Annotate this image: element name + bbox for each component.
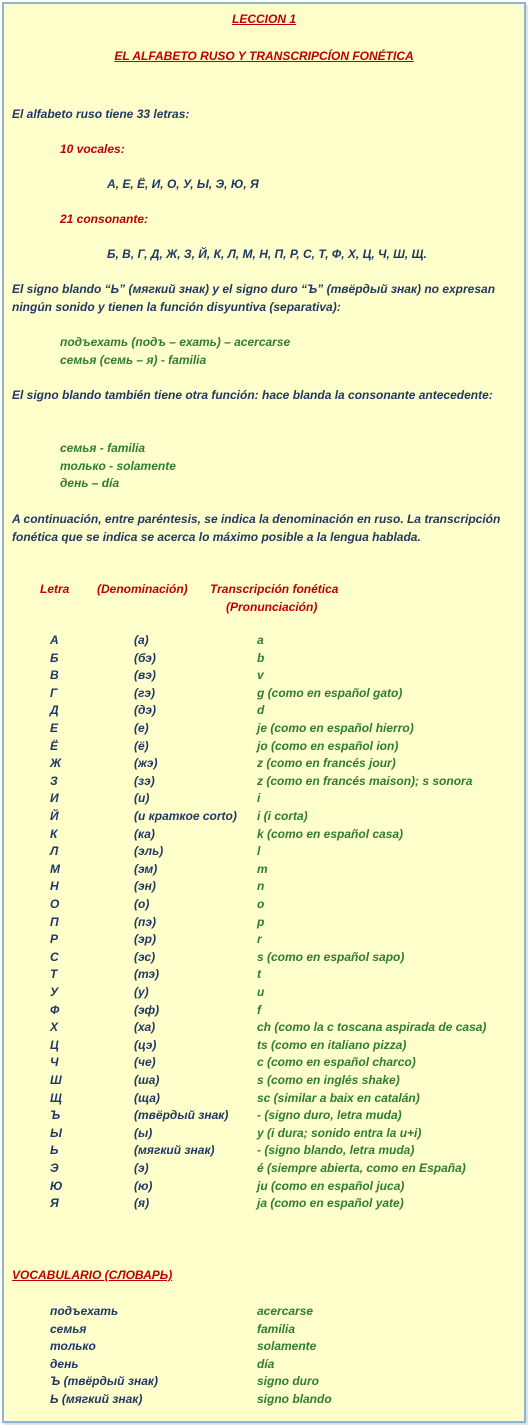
- vocab-spanish: día: [257, 1356, 275, 1371]
- letter-cell: Б: [50, 650, 59, 665]
- alphabet-row: [4, 843, 524, 860]
- vocabulary-row: [4, 1338, 524, 1355]
- denomination-cell: (зэ): [134, 773, 155, 788]
- alphabet-row: [4, 1160, 524, 1177]
- alphabet-row: [4, 1019, 524, 1036]
- alphabet-row: [4, 650, 524, 667]
- alphabet-row: [4, 738, 524, 755]
- alphabet-row: [4, 755, 524, 772]
- letter-cell: М: [50, 861, 60, 876]
- alphabet-row: [4, 861, 524, 878]
- alphabet-row: [4, 720, 524, 737]
- denomination-cell: (о): [134, 897, 150, 911]
- transcription-cell: o: [257, 897, 265, 911]
- vocabulary-row: [4, 1356, 524, 1373]
- transcription-cell: i: [257, 791, 261, 806]
- letter-cell: Э: [50, 1161, 59, 1175]
- alphabet-row: [4, 826, 524, 843]
- letter-cell: Ю: [50, 1178, 63, 1193]
- transcription-cell: - (signo blando, letra muda): [257, 1143, 415, 1158]
- signs-example: подъехать (подъ – ехать) – acercarse: [60, 335, 291, 349]
- consonants-list: Б, В, Г, Д, Ж, З, Й, К, Л, М, Н, П, Р, С, Т, Ф, Х, Ц, Ч, Ш, Щ.: [107, 247, 427, 261]
- transcription-cell: s (como en inglés shake): [257, 1073, 400, 1087]
- vocabulary-row: [4, 1321, 524, 1338]
- alphabet-row: [4, 984, 524, 1001]
- vocab-spanish: acercarse: [257, 1304, 314, 1318]
- letter-cell: А: [50, 633, 59, 647]
- denomination-cell: (че): [134, 1055, 156, 1070]
- transcription-cell: m: [257, 861, 268, 876]
- soft-example: только - solamente: [60, 459, 176, 473]
- vocab-spanish: familia: [257, 1321, 296, 1336]
- denomination-cell: (эф): [134, 1002, 160, 1017]
- continuation-paragraph: A continuación, entre paréntesis, se indica la denominación en ruso. La transcripción fonética que se indica se acerca lo máximo posible a la lengua hablada.: [12, 512, 501, 544]
- letter-cell: Л: [50, 844, 59, 859]
- lesson-subtitle: EL ALFABETO RUSO Y TRANSCRIPCÍON FONÉTICA: [114, 49, 414, 63]
- letter-cell: Ф: [50, 1002, 60, 1017]
- letter-cell: З: [50, 773, 58, 788]
- letter-cell: Щ: [50, 1090, 62, 1105]
- header-pronunciacion: (Pronunciación): [226, 600, 318, 614]
- letter-cell: Н: [50, 879, 59, 894]
- denomination-cell: (пэ): [134, 914, 156, 929]
- alphabet-row: [4, 949, 524, 966]
- vocabulary-title: VOCABULARIO (СЛОВАРЬ): [12, 1268, 173, 1282]
- lesson-card: [2, 2, 526, 1423]
- vocabulary-row: [4, 1303, 524, 1320]
- vocab-spanish: solamente: [257, 1339, 317, 1354]
- denomination-cell: (е): [134, 721, 149, 735]
- letter-cell: Ш: [50, 1073, 62, 1087]
- denomination-cell: (а): [134, 633, 149, 647]
- vocab-russian: Ъ (твёрдый знак): [50, 1374, 158, 1389]
- alphabet-row: [4, 790, 524, 807]
- denomination-cell: (ы): [134, 1125, 153, 1140]
- denomination-cell: (дэ): [134, 703, 157, 718]
- denomination-cell: (мягкий знак): [134, 1143, 215, 1158]
- letter-cell: Ж: [50, 756, 62, 771]
- vocab-russian: подъехать: [50, 1304, 119, 1318]
- letter-cell: О: [50, 897, 60, 911]
- alphabet-row: [4, 1054, 524, 1071]
- transcription-cell: i (i corta): [257, 809, 308, 823]
- transcription-cell: ju (como en español juca): [257, 1178, 405, 1193]
- alphabet-row: [4, 1072, 524, 1089]
- vowels-list: А, Е, Ё, И, О, У, Ы, Э, Ю, Я: [107, 177, 259, 191]
- letter-cell: Д: [50, 703, 59, 718]
- letter-cell: Ч: [50, 1055, 59, 1070]
- transcription-cell: é (siempre abierta, como en España): [257, 1161, 466, 1175]
- transcription-cell: p: [257, 914, 265, 929]
- transcription-cell: ch (como la c toscana aspirada de casa): [257, 1020, 487, 1035]
- letter-cell: Р: [50, 932, 59, 947]
- transcription-cell: jo (como en español ion): [257, 738, 399, 753]
- alphabet-row: [4, 1037, 524, 1054]
- letter-cell: Й: [50, 809, 59, 823]
- transcription-cell: b: [257, 650, 265, 665]
- soft-sign-paragraph: El signo blando también tiene otra función: hace blanda la consonante antecedente:: [12, 388, 493, 402]
- alphabet-row: [4, 1195, 524, 1212]
- transcription-cell: ja (como en español yate): [257, 1196, 404, 1211]
- letter-cell: Ё: [50, 738, 59, 753]
- vocab-spanish: signo duro: [257, 1374, 319, 1389]
- letter-cell: Т: [50, 967, 58, 982]
- lesson-title: LECCION 1: [231, 12, 296, 26]
- letter-cell: П: [50, 914, 59, 929]
- transcription-cell: u: [257, 985, 265, 999]
- transcription-cell: k (como en español casa): [257, 826, 404, 841]
- alphabet-row: [4, 914, 524, 931]
- denomination-cell: (ха): [134, 1020, 156, 1035]
- alphabet-row: [4, 1002, 524, 1019]
- alphabet-row: [4, 931, 524, 948]
- denomination-cell: (ша): [134, 1073, 160, 1087]
- denomination-cell: (э): [134, 1161, 149, 1175]
- vocabulary-row: [4, 1373, 524, 1390]
- consonants-label: 21 consonante:: [60, 212, 149, 226]
- alphabet-row: [4, 702, 524, 719]
- transcription-cell: r: [257, 932, 262, 947]
- transcription-cell: s (como en español sapo): [257, 949, 405, 964]
- denomination-cell: (я): [134, 1196, 150, 1211]
- letter-cell: У: [50, 985, 59, 999]
- letter-cell: К: [50, 826, 58, 841]
- denomination-cell: (вэ): [134, 668, 156, 683]
- signs-example: семья (семь – я) - familia: [60, 353, 207, 367]
- vocab-russian: только: [50, 1339, 96, 1354]
- alphabet-row: [4, 1090, 524, 1107]
- header-transcripcion: Transcripción fonética: [210, 582, 339, 596]
- alphabet-row: [4, 966, 524, 983]
- alphabet-row: [4, 632, 524, 649]
- transcription-cell: t: [257, 967, 261, 982]
- alphabet-row: [4, 1142, 524, 1159]
- intro-text: El alfabeto ruso tiene 33 letras:: [12, 107, 190, 121]
- alphabet-row: [4, 667, 524, 684]
- denomination-cell: (и): [134, 791, 150, 806]
- header-letra: Letra: [40, 582, 70, 596]
- alphabet-row: [4, 1125, 524, 1142]
- denomination-cell: (ю): [134, 1178, 153, 1193]
- alphabet-row: [4, 1178, 524, 1195]
- alphabet-row: [4, 1107, 524, 1124]
- vocabulary-row: [4, 1391, 524, 1408]
- transcription-cell: l: [257, 844, 261, 859]
- denomination-cell: (твёрдый знак): [134, 1108, 229, 1123]
- denomination-cell: (ка): [134, 826, 155, 841]
- vocab-russian: семья: [50, 1321, 87, 1336]
- denomination-cell: (и краткое corto): [134, 809, 237, 823]
- denomination-cell: (у): [134, 985, 149, 999]
- vocab-russian: Ь (мягкий знак): [50, 1392, 143, 1406]
- alphabet-row: [4, 773, 524, 790]
- letter-cell: И: [50, 791, 59, 806]
- transcription-cell: y (i dura; sonido entra la u+i): [257, 1125, 422, 1140]
- denomination-cell: (эс): [134, 949, 156, 964]
- header-denominacion: (Denominación): [97, 582, 188, 596]
- denomination-cell: (бэ): [134, 650, 156, 665]
- letter-cell: Ц: [50, 1037, 59, 1052]
- alphabet-row: [4, 896, 524, 913]
- transcription-cell: d: [257, 703, 265, 718]
- alphabet-row: [4, 878, 524, 895]
- denomination-cell: (тэ): [134, 967, 159, 982]
- denomination-cell: (ща): [134, 1090, 160, 1105]
- letter-cell: Х: [50, 1020, 59, 1035]
- transcription-cell: f: [257, 1002, 261, 1017]
- transcription-cell: g (como en español gato): [257, 685, 403, 700]
- denomination-cell: (жэ): [134, 756, 158, 771]
- alphabet-row: [4, 808, 524, 825]
- denomination-cell: (ё): [134, 738, 149, 753]
- letter-cell: Г: [50, 685, 58, 700]
- denomination-cell: (гэ): [134, 685, 156, 700]
- transcription-cell: ts (como en italiano pizza): [257, 1037, 407, 1052]
- transcription-cell: sc (similar a baix en catalán): [257, 1090, 420, 1105]
- soft-example: семья - familia: [60, 441, 146, 455]
- soft-example: день – día: [60, 476, 120, 490]
- denomination-cell: (цэ): [134, 1037, 157, 1052]
- denomination-cell: (эм): [134, 861, 158, 876]
- signs-paragraph: El signo blando “Ь” (мягкий знак) y el signo duro “Ъ” (твёрдый знак) no expresan ningún sonido y tienen la función disyuntiva (separativa):: [12, 282, 496, 314]
- vocab-spanish: signo blando: [257, 1392, 332, 1406]
- alphabet-row: [4, 685, 524, 702]
- denomination-cell: (эн): [134, 879, 156, 894]
- letter-cell: Ы: [50, 1125, 62, 1140]
- denomination-cell: (эль): [134, 844, 164, 859]
- letter-cell: С: [50, 949, 59, 964]
- letter-cell: Я: [50, 1196, 59, 1211]
- transcription-cell: z (como en francés maison); s sonora: [257, 773, 473, 788]
- letter-cell: Е: [50, 721, 59, 735]
- transcription-cell: je (como en español hierro): [257, 721, 414, 735]
- transcription-cell: v: [257, 668, 264, 683]
- transcription-cell: z (como en francés jour): [257, 756, 396, 771]
- denomination-cell: (эр): [134, 932, 156, 947]
- vocab-russian: день: [50, 1356, 79, 1371]
- letter-cell: Ь: [50, 1143, 59, 1158]
- vowels-label: 10 vocales:: [60, 142, 125, 156]
- transcription-cell: n: [257, 879, 265, 894]
- letter-cell: В: [50, 668, 59, 683]
- transcription-cell: a: [257, 633, 264, 647]
- letter-cell: Ъ: [50, 1108, 61, 1123]
- transcription-cell: c (como en español charco): [257, 1055, 416, 1070]
- transcription-cell: - (signo duro, letra muda): [257, 1108, 402, 1123]
